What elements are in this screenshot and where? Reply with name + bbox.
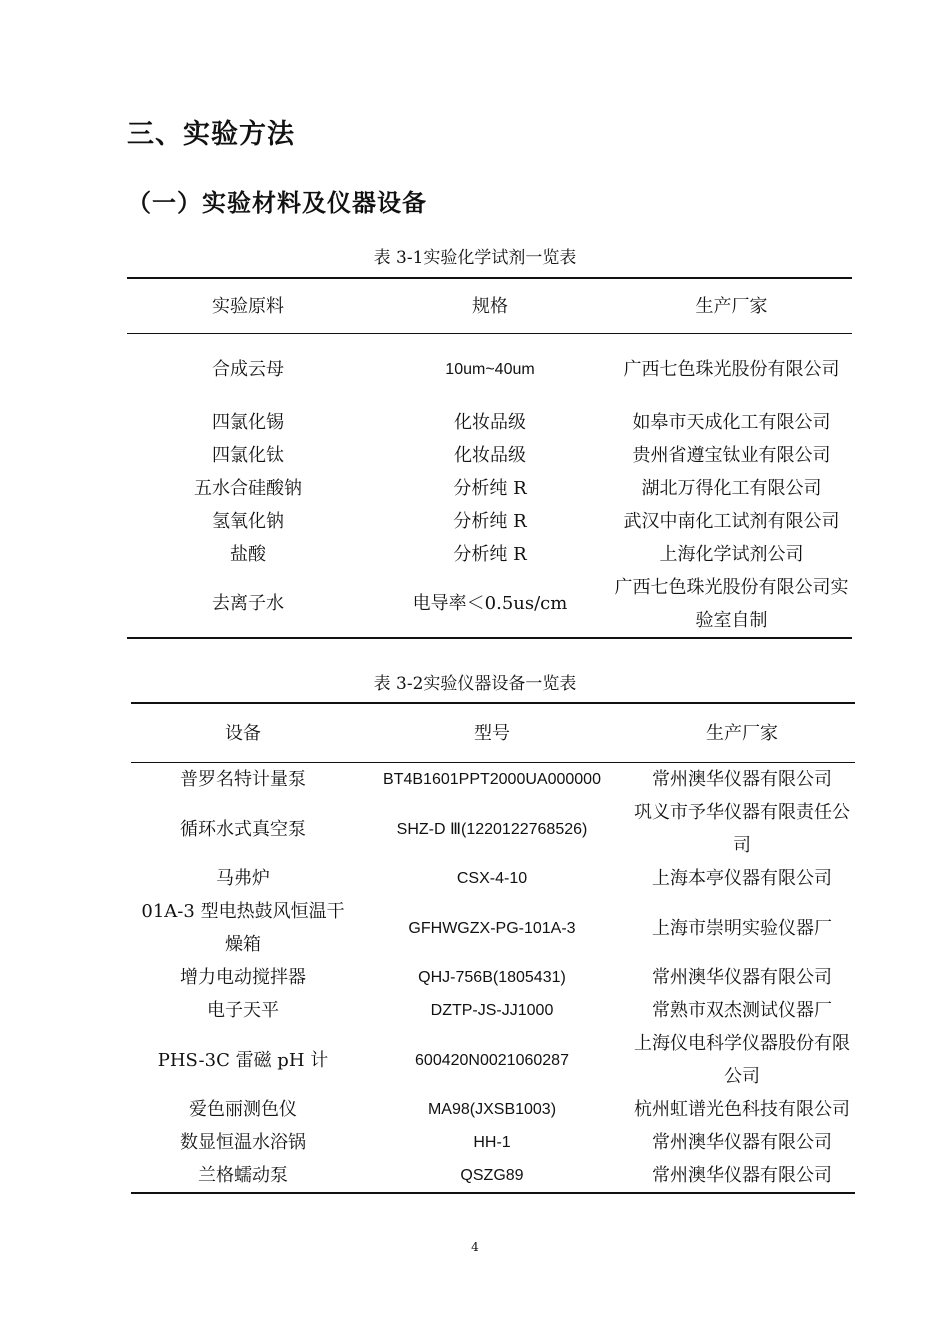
reagent-name: 五水合硅酸钠	[194, 477, 302, 499]
column-header: 实验原料	[127, 278, 369, 334]
table-row	[127, 571, 852, 638]
reagent-spec: 分析纯 R	[453, 477, 527, 499]
equipment-maker: 常州澳华仪器有限公司	[652, 769, 832, 790]
equipment-name: 01A-3 型电热鼓风恒温干燥箱	[141, 901, 345, 955]
reagent-maker: 武汉中南化工试剂有限公司	[623, 510, 840, 532]
reagent-spec: 化妆品级	[454, 444, 526, 466]
equipment-name: 爱色丽测色仪	[189, 1099, 297, 1120]
table-row	[131, 994, 855, 1027]
table-row	[131, 961, 855, 994]
column-header: 生产厂家	[629, 703, 855, 763]
equipment-maker: 常州澳华仪器有限公司	[652, 1132, 832, 1153]
reagent-maker: 湖北万得化工有限公司	[641, 477, 822, 499]
equipment-maker: 上海仪电科学仪器股份有限公司	[634, 1033, 850, 1087]
table-header-row	[131, 703, 855, 763]
reagent-spec: 10um~40um	[445, 361, 535, 379]
equipment-name: 增力电动搅拌器	[180, 967, 306, 988]
reagent-spec: 分析纯 R	[453, 543, 527, 565]
table-row	[127, 472, 852, 505]
reagent-maker: 广西七色珠光股份有限公司	[623, 359, 840, 381]
table-row	[127, 406, 852, 439]
equipment-name: 兰格蠕动泵	[198, 1165, 288, 1186]
equipment-model: CSX-4-10	[456, 870, 528, 887]
column-header: 规格	[369, 278, 611, 334]
table1-caption: 表 3-1实验化学试剂一览表	[373, 248, 577, 268]
table-row	[127, 538, 852, 571]
reagent-maker: 上海化学试剂公司	[659, 543, 804, 565]
table-row	[131, 1027, 855, 1093]
table-row	[131, 1093, 855, 1126]
equipment-maker: 巩义市予华仪器有限责任公司	[634, 802, 850, 856]
instruments-table	[131, 702, 855, 1194]
equipment-name: 电子天平	[207, 1000, 279, 1021]
equipment-model: HH-1	[473, 1134, 511, 1151]
equipment-model: GFHWGZX-PG-101A-3	[408, 919, 576, 937]
subsection-heading: （一）实验材料及仪器设备	[127, 189, 427, 217]
equipment-name: 数显恒温水浴锅	[180, 1132, 306, 1153]
table-row	[131, 1159, 855, 1193]
reagent-spec: 分析纯 R	[453, 510, 527, 532]
reagent-name: 四氯化锡	[212, 411, 284, 433]
reagent-maker: 广西七色珠光股份有限公司实验室自制	[614, 576, 849, 631]
page-number: 4	[471, 1240, 479, 1254]
equipment-model: QSZG89	[460, 1167, 524, 1184]
equipment-model: QHJ-756B(1805431)	[418, 969, 566, 986]
equipment-name: 马弗炉	[216, 868, 270, 889]
equipment-maker: 常州澳华仪器有限公司	[652, 1165, 832, 1186]
reagent-maker: 如皋市天成化工有限公司	[632, 411, 831, 433]
table-row	[127, 439, 852, 472]
equipment-maker: 常熟市双杰测试仪器厂	[652, 1000, 832, 1021]
equipment-model: BT4B1601PPT2000UA000000	[383, 771, 601, 788]
equipment-name: PHS-3C 雷磁 pH 计	[157, 1049, 329, 1071]
reagent-maker: 贵州省遵宝钛业有限公司	[632, 444, 831, 466]
reagent-name: 盐酸	[230, 543, 266, 565]
table-row	[127, 334, 852, 406]
equipment-maker: 杭州虹谱光色科技有限公司	[634, 1099, 850, 1120]
column-header: 型号	[355, 703, 629, 763]
table-row	[131, 763, 855, 797]
column-header: 设备	[131, 703, 355, 763]
table2-caption: 表 3-2实验仪器设备一览表	[373, 674, 577, 694]
reagent-spec: 化妆品级	[454, 411, 526, 433]
table-row	[131, 895, 855, 961]
section-heading: 三、实验方法	[127, 119, 295, 150]
equipment-model: SHZ-D Ⅲ(1220122768526)	[396, 820, 588, 838]
reagent-name: 去离子水	[212, 593, 284, 614]
equipment-name: 普罗名特计量泵	[180, 769, 306, 790]
chemical-reagents-table	[127, 277, 852, 639]
table-row	[131, 796, 855, 862]
equipment-model: DZTP-JS-JJ1000	[430, 1002, 554, 1019]
reagent-name: 四氯化钛	[212, 444, 284, 466]
column-header: 生产厂家	[611, 278, 852, 334]
equipment-model: MA98(JXSB1003)	[427, 1101, 557, 1118]
equipment-maker: 常州澳华仪器有限公司	[652, 967, 832, 988]
table-row	[127, 505, 852, 538]
equipment-maker: 上海市崇明实验仪器厂	[652, 917, 832, 939]
reagent-name: 合成云母	[212, 359, 284, 381]
table-row	[131, 862, 855, 895]
equipment-model: 600420N0021060287	[415, 1051, 569, 1069]
equipment-name: 循环水式真空泵	[180, 818, 306, 840]
equipment-maker: 上海本亭仪器有限公司	[652, 868, 832, 889]
reagent-name: 氢氧化钠	[212, 510, 284, 532]
table-row	[131, 1126, 855, 1159]
table-header-row	[127, 278, 852, 334]
reagent-spec: 电导率＜0.5us/cm	[412, 593, 568, 614]
